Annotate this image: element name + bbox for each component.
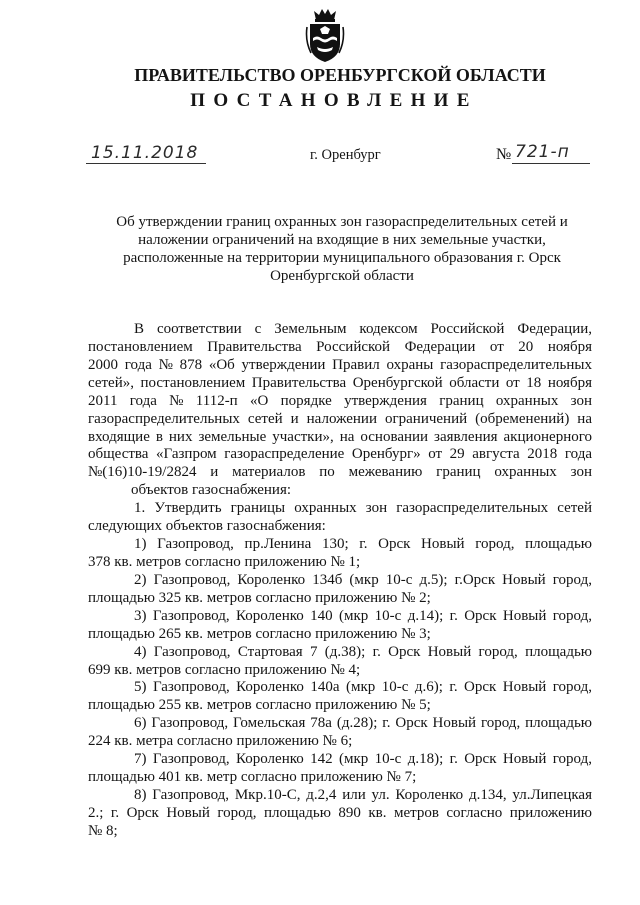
text-line: 2) Газопровод, Короленко 134б (мкр 10-с д.5); г.Орск Новый город, bbox=[134, 571, 592, 588]
text-line: площадью 325 кв. метров согласно приложению № 2; bbox=[88, 589, 431, 606]
text-line: газораспределительных сетей и наложении ограничений (обременений) на bbox=[88, 410, 592, 427]
item-1-paragraph bbox=[88, 536, 592, 572]
text-line: площадью 255 кв. метров согласно приложению № 5; bbox=[88, 697, 431, 714]
item-8-paragraph bbox=[88, 787, 592, 841]
coat-of-arms-icon bbox=[305, 7, 345, 63]
document-body bbox=[88, 321, 592, 841]
item-6-paragraph bbox=[88, 715, 592, 751]
document-title bbox=[90, 213, 594, 285]
preamble-paragraph bbox=[88, 321, 592, 500]
text-line: 1) Газопровод, пр.Ленина 130; г. Орск Новый город, площадью bbox=[134, 536, 592, 553]
text-line: 2011 года № 1112-п «О порядке утверждения границ охранных зон bbox=[88, 392, 592, 409]
text-line: 8) Газопровод, Мкр.10-С, д.2,4 или ул. Короленко д.134, ул.Липецкая bbox=[134, 786, 592, 803]
item-7-paragraph bbox=[88, 751, 592, 787]
text-line: 2.; г. Орск Новый город, площадью 890 кв. метров согласно приложению bbox=[88, 804, 592, 821]
text-line: 3) Газопровод, Короленко 140 (мкр 10-с д.14); г. Орск Новый город, bbox=[134, 607, 592, 624]
text-line: площадью 265 кв. метров согласно приложению № 3; bbox=[88, 625, 431, 642]
title-line: Оренбургской области bbox=[270, 268, 414, 284]
number-underline bbox=[512, 163, 590, 164]
item-2-paragraph bbox=[88, 572, 592, 608]
clause-1-paragraph bbox=[88, 500, 592, 536]
text-line: общества «Газпром газораспределение Оренбург» от 29 августа 2018 года bbox=[88, 446, 592, 463]
text-line: 1. Утвердить границы охранных зон газораспределительных сетей bbox=[134, 500, 592, 517]
title-line: наложении ограничений на входящие в них земельные участки, bbox=[138, 232, 546, 248]
authority-heading: ПРАВИТЕЛЬСТВО ОРЕНБУРГСКОЙ ОБЛАСТИ bbox=[134, 65, 546, 85]
text-line: постановлением Правительства Российской Федерации от 20 ноября bbox=[88, 338, 592, 355]
title-line: расположенные на территории муниципального образования г. Орск bbox=[123, 250, 561, 266]
document-city: г. Оренбург bbox=[310, 147, 381, 163]
text-line: 4) Газопровод, Стартовая 7 (д.38); г. Орск Новый город, площадью bbox=[134, 643, 592, 660]
date-underline bbox=[86, 163, 206, 164]
text-line: № 8; bbox=[88, 822, 118, 839]
text-line: 2000 года № 878 «Об утверждении Правил охраны газораспределительных bbox=[88, 356, 592, 373]
text-line: объектов газоснабжения: bbox=[131, 482, 292, 499]
text-line: 378 кв. метров согласно приложению № 1; bbox=[88, 553, 361, 570]
text-line: 7) Газопровод, Короленко 142 (мкр 10-с д.18); г. Орск Новый город, bbox=[134, 751, 592, 768]
title-line: Об утверждении границ охранных зон газораспределительных сетей и bbox=[116, 214, 568, 230]
text-line: сетей», постановлением Правительства Оренбургской области от 18 ноября bbox=[88, 374, 592, 391]
text-line: 6) Газопровод, Гомельская 78а (д.28); г. Орск Новый город, площадью bbox=[134, 715, 592, 732]
item-3-paragraph bbox=[88, 608, 592, 644]
document-number: 721-п bbox=[515, 142, 570, 162]
document-type-heading: ПОСТАНОВЛЕНИЕ bbox=[190, 90, 478, 111]
text-line: следующих объектов газоснабжения: bbox=[88, 518, 326, 535]
item-5-paragraph bbox=[88, 679, 592, 715]
text-line: В соответствии с Земельным кодексом Российской Федерации, bbox=[134, 321, 592, 337]
document-date: 15.11.2018 bbox=[91, 143, 199, 163]
text-line: 224 кв. метра согласно приложению № 6; bbox=[88, 733, 353, 750]
text-line: входящие в них земельные участки», на основании заявления акционерного bbox=[88, 428, 592, 445]
text-line: 5) Газопровод, Короленко 140а (мкр 10-с д.6); г. Орск Новый город, bbox=[134, 679, 592, 696]
text-line: площадью 401 кв. метр согласно приложению № 7; bbox=[88, 769, 417, 786]
item-4-paragraph bbox=[88, 644, 592, 680]
document-number-label: № bbox=[496, 146, 512, 163]
text-line: 699 кв. метров согласно приложению № 4; bbox=[88, 661, 361, 678]
text-line: №(16)10-19/2824 и материалов по межеванию границ охранных зон bbox=[88, 464, 592, 481]
